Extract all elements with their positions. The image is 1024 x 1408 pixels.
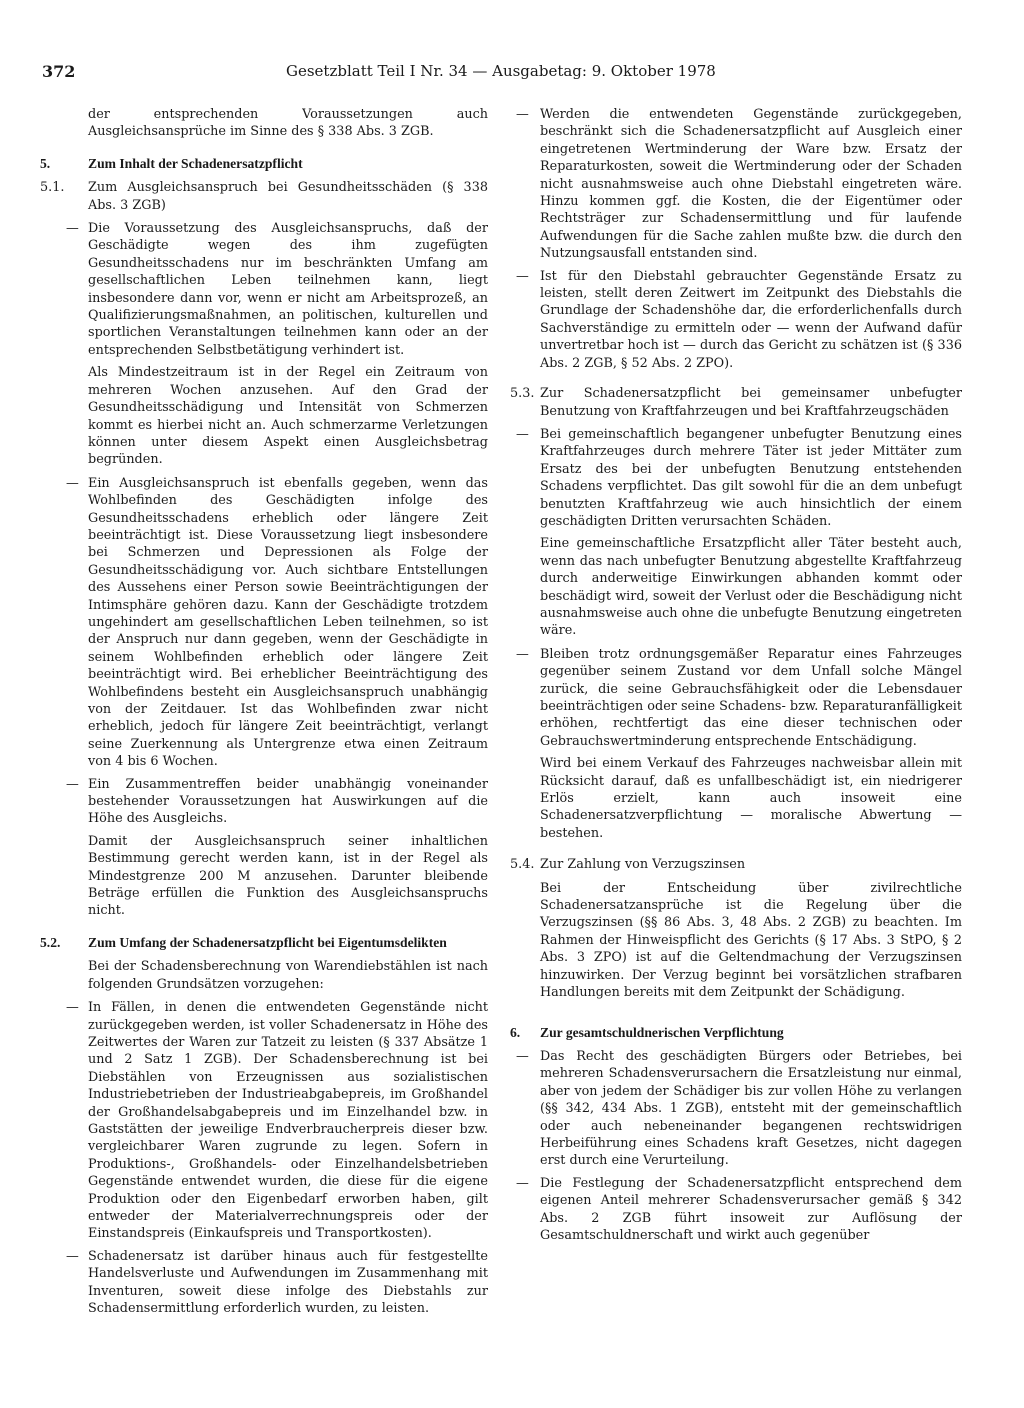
- section-number: 5.1.: [40, 180, 65, 196]
- paragraph: Wird bei einem Verkauf des Fahrzeuges nachweisbar allein mit Rücksicht darauf, daß es unfallbeschädigt ist, ein niedrigerer Erlös erzielt, kann auch insoweit eine Schadenersatzverpflichtung — moralische Abwertung — bestehen.: [540, 756, 962, 841]
- subsection-heading: [512, 385, 962, 420]
- list-item-text: Bei gemeinschaftlich begangener unbefugter Benutzung eines Kraftfahrzeuges durch mehrere Täter ist jeder Mittäter zum Ersatz des bei der unbefugten Benutzung entstehenden Schadens verpflichtet. Das gilt sowohl für die an dem unbefugt benutzten Kraftfahrzeug wie auch hinsichtlich der einem geschädigten Dritten verursachten Schäden.: [540, 426, 962, 529]
- left-column: [40, 106, 488, 1322]
- section-number: 6.: [510, 1024, 521, 1040]
- dash-marker: —: [516, 1175, 529, 1191]
- paragraph: Als Mindestzeitraum ist in der Regel ein Zeitraum von mehreren Wochen anzusehen. Auf den Grad der Gesundheitsschädigung und Intensität von Schmerzen kommt es hierbei nicht an. Auch schmerzarme Verletzungen können unter diesem Aspekt einen Ausgleichsbetrag begründen.: [88, 365, 488, 468]
- list-item-text: Die Voraussetzung des Ausgleichsanspruchs, daß der Geschädigte wegen des ihm zugefügten Gesundheitsschadens nur im beschränkten Umfang am gesellschaftlichen Leben teilnehmen kann, liegt insbesondere dann vor, wenn er nicht am Arbeitsprozeß, an Qualifizierungsmaßnahmen, an politischen, kulturellen und sportlichen Veranstaltungen teilnehmen kann oder an der entsprechenden Selbstbetätigung verhindert ist.: [88, 221, 488, 358]
- list-item-text: Ein Ausgleichsanspruch ist ebenfalls gegeben, wenn das Wohlbefinden des Geschädigten infolge des Gesundheitsschadens erheblich oder längere Zeit beeinträchtigt ist. Diese Voraussetzung liegt insbesondere bei Schmerzen und Depressionen als Folge der Gesundheitsschädigung vor. Auch sichtbare Entstellungen des Aussehens einer Person sowie Beeinträchtigungen der Intimsphäre gehören dazu. Kann der Geschädigte trotzdem ungehindert am gesellschaftlichen Leben teilnehmen, so ist der Anspruch nur dann gegeben, wenn der Geschädigte in seinem Wohlbefinden erheblich oder längere Zeit beeinträchtigt wird. Bei erheblicher Beeinträchtigung des Wohlbefindens besteht ein Ausgleichsanspruch unabhängig von der Zeitdauer. Ist das Wohlbefinden zwar nicht erheblich, jedoch für längere Zeit beeinträchtigt, verlangt seine Zuerkennung als Untergrenze etwa einen Zeitraum von 4 bis 6 Wochen.: [88, 475, 488, 770]
- section-title: Zum Ausgleichsanspruch bei Gesundheitsschäden (§ 338 Abs. 3 ZGB): [88, 180, 488, 213]
- running-title: Gesetzblatt Teil I Nr. 34 — Ausgabetag: 9. Oktober 1978: [286, 62, 716, 80]
- subsection-heading: [40, 179, 488, 214]
- page-header: [42, 62, 982, 86]
- dash-marker: —: [516, 268, 529, 284]
- section-title: Zum Umfang der Schadenersatzpflicht bei Eigentumsdelikten: [88, 934, 447, 950]
- dash-marker: —: [66, 221, 79, 237]
- dash-marker: —: [516, 646, 529, 662]
- list-item: [40, 999, 488, 1243]
- list-item: [512, 426, 962, 530]
- list-item-text: Schadenersatz ist darüber hinaus auch für festgestellte Handelsverluste und Aufwendungen im Zusammenhang mit Inventuren, soweit diese infolge des Diebstahls zur Schadensermittlung erforderlich wurden, zu leisten.: [88, 1248, 488, 1316]
- list-item: [40, 220, 488, 359]
- section-title: Zur Schadenersatzpflicht bei gemeinsamer unbefugter Benutzung von Kraftfahrzeugen und bei Kraftfahrzeugschäden: [540, 386, 962, 419]
- list-item: [512, 1175, 962, 1245]
- dash-marker: —: [66, 1248, 79, 1264]
- paragraph: Bei der Schadensberechnung von Warendiebstählen ist nach folgenden Grundsätzen vorzugehen:: [88, 959, 488, 992]
- list-item-text: Bleiben trotz ordnungsgemäßer Reparatur eines Fahrzeuges gegenüber seinem Zustand vor dem Unfall solche Mängel zurück, die seine Gebrauchsfähigkeit oder die Lebensdauer beeinträchtigen oder seine Schadens- bzw. Reparaturanfälligkeit erhöhen, rechtfertigt das eine dieser technischen oder Gebrauchswertminderung entsprechende Entschädigung.: [540, 646, 962, 749]
- section-title: Zur gesamtschuldnerischen Verpflichtung: [540, 1024, 784, 1040]
- paragraph: Bei der Entscheidung über zivilrechtliche Schadenersatzansprüche ist die Regelung über die Verzugszinsen (§§ 86 Abs. 3, 48 Abs. 2 ZGB) zu beachten. Im Rahmen der Hinweispflicht des Gerichts (§ 17 Abs. 3 StPO, § 2 Abs. 3 ZPO) ist auf die Geltendmachung der Verzugszinsen hinzuwirken. Der Verzug beginnt bei vorsätzlichen strafbaren Handlungen bereits mit dem Zeitpunkt der Schädigung.: [540, 880, 962, 1001]
- paragraph: Eine gemeinschaftliche Ersatzpflicht aller Täter besteht auch, wenn das nach unbefugter Benutzung abgestellte Kraftfahrzeug durch anderweitige Einwirkungen abhanden kommt oder beschädigt wird, soweit der Verlust oder die Beschädigung nicht ausnahmsweise auch ohne die unbefugte Benutzung eingetreten wäre.: [540, 536, 962, 639]
- list-item-text: Ein Zusammentreffen beider unabhängig voneinander bestehender Voraussetzungen hat Auswirkungen auf die Höhe des Ausgleichs.: [88, 776, 488, 827]
- list-item-text: In Fällen, in denen die entwendeten Gegenstände nicht zurückgegeben werden, ist voller Schadenersatz in Höhe des Zeitwertes der Waren zur Tatzeit zu leisten (§ 337 Absätze 1 und 2 Satz 1 ZGB). Der Schadensberechnung ist bei Diebstählen von Erzeugnissen aus sozialistischen Industriebetrieben der Industrieabgabepreis, im Großhandel der Großhandelsabgabepreis und im Einzelhandel bzw. in Gaststätten der jeweilige Endverbraucherpreis dieser bzw. vergleichbarer Waren zugrunde zu legen. Sofern in Produktions-, Großhandels- oder Einzelhandelsbetrieben Gegenstände entwendet wurden, die diese für die eigene Produktion oder den Eigenbedarf erworben haben, gilt entweder der Materialverrechnungspreis oder der Einstandspreis (Einkaufspreis und Transportkosten).: [88, 1000, 488, 1242]
- dash-marker: —: [516, 107, 529, 122]
- list-item: [512, 268, 962, 372]
- list-item: [40, 1248, 488, 1318]
- list-item-text: Die Festlegung der Schadenersatzpflicht entsprechend dem eigenen Anteil mehrerer Schadensverursacher gemäß § 342 Abs. 2 ZGB führt insoweit zur Auflösung der Gesamtschuldnerschaft und wirkt auch gegenüber: [540, 1175, 962, 1243]
- list-item: [512, 106, 962, 263]
- section-heading: [512, 1024, 962, 1042]
- list-item-text: Ist für den Diebstahl gebrauchter Gegenstände Ersatz zu leisten, stellt deren Zeitwert im Zeitpunkt des Diebstahls die Grundlage der Schadenshöhe dar, die erforderlichenfalls durch Sachverständige zu ermitteln oder — wenn der Aufwand dafür unvertretbar hoch ist — durch das Gericht zu schätzen ist (§ 336 Abs. 2 ZGB, § 52 Abs. 2 ZPO).: [540, 268, 962, 371]
- dash-marker: —: [516, 426, 529, 442]
- paragraph: Damit der Ausgleichsanspruch seiner inhaltlichen Bestimmung gerecht werden kann, ist in der Regel als Mindestgrenze 200 M anzusehen. Darunter bleibende Beträge erfüllen die Funktion des Ausgleichsanspruchs nicht.: [88, 833, 488, 919]
- paragraph: der entsprechenden Voraussetzungen auch Ausgleichsansprüche im Sinne des § 338 Abs. 3 ZGB.: [88, 107, 488, 140]
- list-item: [40, 776, 488, 828]
- section-title: Zur Zahlung von Verzugszinsen: [540, 857, 746, 873]
- dash-marker: —: [516, 1048, 529, 1064]
- page-number: 372: [42, 62, 76, 81]
- list-item: [512, 646, 962, 750]
- list-item: [512, 1048, 962, 1170]
- section-number: 5.4.: [510, 857, 535, 873]
- dash-marker: —: [66, 776, 79, 792]
- section-number: 5.2.: [40, 934, 61, 950]
- section-title: Zum Inhalt der Schadenersatzpflicht: [88, 155, 303, 171]
- dash-marker: —: [66, 1000, 79, 1016]
- dash-marker: —: [66, 475, 79, 491]
- subsection-heading: [40, 934, 488, 952]
- section-heading: [40, 155, 488, 173]
- section-number: 5.: [40, 155, 51, 171]
- section-number: 5.3.: [510, 386, 535, 402]
- list-item-text: Werden die entwendeten Gegenstände zurückgegeben, beschränkt sich die Schadenersatzpflicht auf Ausgleich einer eingetretenen Wertminderung der Ware bzw. Ersatz der Reparaturkosten, soweit die Wertminderung oder der Schaden nicht ausnahmsweise auch ohne Diebstahl eingetreten wäre. Hinzu kommen ggf. die Kosten, die der Eigentümer oder Rechtsträger zur Schadensermittlung und für laufende Aufwendungen für die Sache zahlen mußte bzw. die durch den Nutzungsausfall entstanden sind.: [540, 107, 962, 262]
- subsection-heading: [512, 856, 962, 873]
- list-item: [40, 475, 488, 771]
- right-column: [512, 106, 962, 1249]
- list-item-text: Das Recht des geschädigten Bürgers oder Betriebes, bei mehreren Schadensverursachern die Ersatzleistung nur einmal, aber von jedem der Schädiger bis zur vollen Höhe zu verlangen (§§ 342, 434 Abs. 1 ZGB), entsteht mit der gemeinschaftlich oder auch nebeneinander begangenen rechtswidrigen Herbeiführung eines Schadens kraft Gesetzes, nicht dagegen erst durch eine Verurteilung.: [540, 1048, 962, 1169]
